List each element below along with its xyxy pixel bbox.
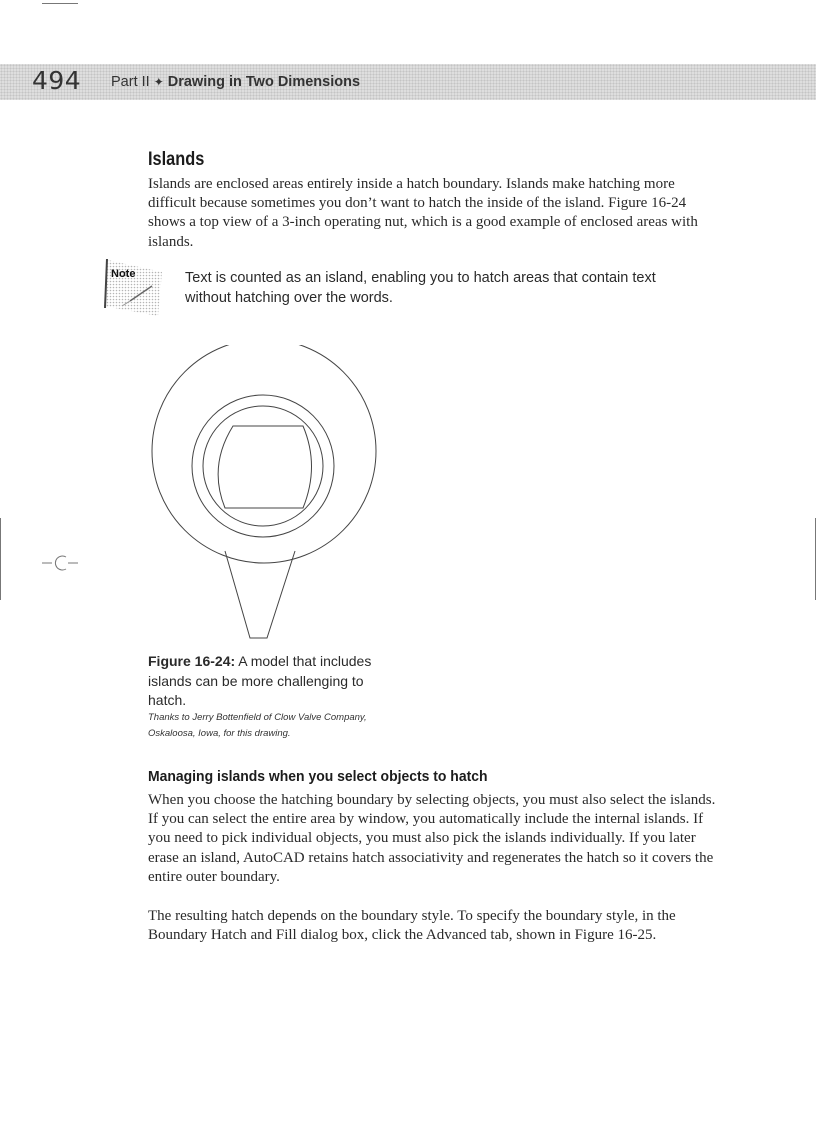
note-text: Text is counted as an island, enabling you to hatch areas that contain text without hatching over the words.	[185, 270, 656, 306]
registration-mark-icon	[40, 553, 80, 573]
crop-mark-top	[42, 3, 78, 4]
figure-caption	[148, 652, 398, 711]
island-ring-outer	[192, 395, 334, 537]
outer-boundary-circle	[152, 345, 376, 563]
figure-credit: Thanks to Jerry Bottenfield of Clow Valve Company, Oskaloosa, Iowa, for this drawing.	[148, 712, 367, 739]
figure-caption-text: A model that includes islands can be more challenging to hatch.	[148, 653, 372, 708]
intro-paragraph: Islands are enclosed areas entirely inside a hatch boundary. Islands make hatching more difficult because sometimes you don’t want to hatch the inside of the island. Figure 16-24 shows a top view of a 3-inch operating nut, which is a good example of enclosed areas with islands.	[148, 176, 698, 250]
nut-tip-outline	[225, 551, 295, 638]
part-label: Part II	[111, 74, 150, 90]
header-separator: ✦	[153, 75, 164, 89]
subsection-heading: Managing islands when you select objects to hatch	[148, 768, 488, 785]
crop-mark-left	[0, 518, 1, 600]
figure-label: Figure 16-24:	[148, 653, 236, 669]
body-paragraph-1: When you choose the hatching boundary by selecting objects, you must also select the islands. If you can select the entire area by window, you automatically include the internal islands. If you need to pick individual objects, you must also pick the islands individually. If you later erase an island, AutoCAD retains hatch associativity and regenerates the hatch so it covers the entire outer boundary.	[148, 792, 716, 885]
operating-nut-drawing	[150, 345, 380, 645]
chapter-title: Drawing in Two Dimensions	[167, 74, 361, 90]
page-number: 494	[32, 66, 82, 95]
body-paragraph-2: The resulting hatch depends on the boundary style. To specify the boundary style, in the Boundary Hatch and Fill dialog box, click the Advanced tab, shown in Figure 16-25.	[148, 908, 676, 944]
square-nut-outline	[218, 426, 311, 508]
section-title: Islands	[148, 149, 205, 170]
running-header	[111, 74, 360, 90]
note-icon	[100, 256, 170, 320]
note-label: Note	[111, 268, 136, 280]
